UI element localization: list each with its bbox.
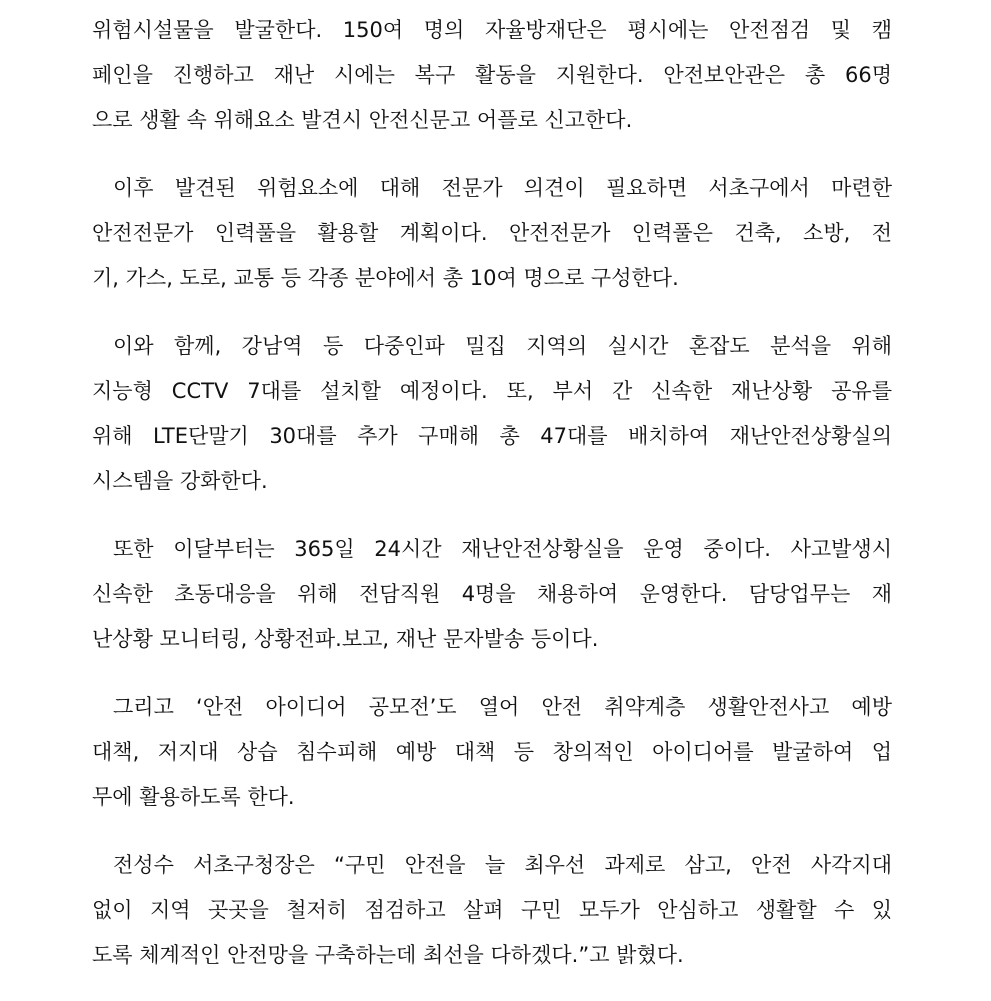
text-line: 난상황 모니터링, 상황전파.보고, 재난 문자발송 등이다. (92, 627, 599, 651)
text-line: 기, 가스, 도로, 교통 등 각종 분야에서 총 10여 명으로 구성한다. (92, 266, 679, 290)
paragraph-5 (92, 685, 892, 820)
text-line: 위해 LTE단말기 30대를 추가 구매해 총 47대를 배치하여 재난안전상황실의 (92, 424, 892, 448)
paragraph-2 (92, 166, 892, 301)
text-line: 페인을 진행하고 재난 시에는 복구 활동을 지원한다. 안전보안관은 총 66명 (92, 63, 892, 87)
text-line: 없이 지역 곳곳을 철저히 점검하고 살펴 구민 모두가 안심하고 생활할 수 있 (92, 898, 892, 922)
text-line: 도록 체계적인 안전망을 구축하는데 최선을 다하겠다.”고 밝혔다. (92, 943, 684, 967)
text-line: 지능형 CCTV 7대를 설치할 예정이다. 또, 부서 간 신속한 재난상황 공유를 (92, 379, 892, 403)
paragraph-6 (92, 843, 892, 978)
text-line: 무에 활용하도록 한다. (92, 785, 295, 809)
text-line: 전성수 서초구청장은 “구민 안전을 늘 최우선 과제로 삼고, 안전 사각지대 (113, 853, 892, 877)
text-line: 이와 함께, 강남역 등 다중인파 밀집 지역의 실시간 혼잡도 분석을 위해 (113, 334, 892, 358)
text-line: 으로 생활 속 위해요소 발견시 안전신문고 어플로 신고한다. (92, 108, 633, 132)
text-line: 이후 발견된 위험요소에 대해 전문가 의견이 필요하면 서초구에서 마련한 (113, 176, 892, 200)
paragraph-3 (92, 324, 892, 504)
text-line: 안전전문가 인력풀을 활용할 계획이다. 안전전문가 인력풀은 건축, 소방, 전 (92, 221, 892, 245)
text-line: 신속한 초동대응을 위해 전담직원 4명을 채용하여 운영한다. 담당업무는 재 (92, 582, 892, 606)
text-line: 또한 이달부터는 365일 24시간 재난안전상황실을 운영 중이다. 사고발생시 (113, 537, 892, 561)
paragraph-4 (92, 527, 892, 662)
text-line: 시스템을 강화한다. (92, 469, 268, 493)
document-body (92, 8, 892, 1001)
text-line: 대책, 저지대 상습 침수피해 예방 대책 등 창의적인 아이디어를 발굴하여 업 (92, 740, 892, 764)
paragraph-1 (92, 8, 892, 143)
text-line: 위험시설물을 발굴한다. 150여 명의 자율방재단은 평시에는 안전점검 및 캠 (92, 18, 892, 42)
text-line: 그리고 ‘안전 아이디어 공모전’도 열어 안전 취약계층 생활안전사고 예방 (113, 695, 892, 719)
